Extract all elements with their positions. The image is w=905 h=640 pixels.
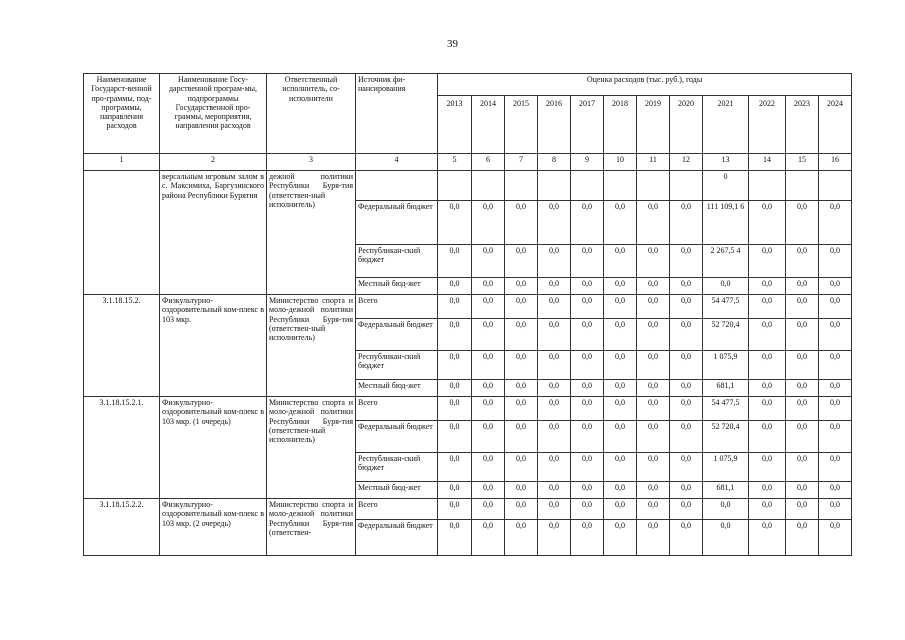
- item-code: 3.1.18.15.2.1.: [84, 397, 160, 499]
- funding-source: Всего: [356, 295, 438, 319]
- value-cell-2013: 0,0: [438, 278, 472, 295]
- value-cell-2016: 0,0: [538, 351, 571, 380]
- value-cell-2015: 0,0: [505, 351, 538, 380]
- year-header-2024: 2024: [819, 96, 852, 154]
- column-number-13: 13: [703, 154, 749, 171]
- value-cell-2016: 0,0: [538, 421, 571, 453]
- value-cell-2013: [438, 171, 472, 201]
- value-cell-2015: 0,0: [505, 520, 538, 556]
- year-header-2016: 2016: [538, 96, 571, 154]
- value-cell-2018: 0,0: [604, 397, 637, 421]
- value-cell-2017: 0,0: [571, 295, 604, 319]
- value-cell-2018: 0,0: [604, 201, 637, 245]
- value-cell-2013: 0,0: [438, 520, 472, 556]
- value-cell-2017: 0,0: [571, 499, 604, 520]
- page-number: 39: [447, 38, 458, 50]
- value-cell-2017: 0,0: [571, 397, 604, 421]
- value-cell-2019: [637, 171, 670, 201]
- value-cell-2020: 0,0: [670, 351, 703, 380]
- value-cell-2016: 0,0: [538, 520, 571, 556]
- value-cell-2020: 0,0: [670, 295, 703, 319]
- item-executor: дежной политики Республики Буря-тия (ответствен-ный исполнитель): [267, 171, 356, 295]
- header-row-1: [84, 74, 852, 96]
- value-cell-2019: 0,0: [637, 201, 670, 245]
- value-cell-2021: 681,1: [703, 482, 749, 499]
- column-number-2: 2: [160, 154, 267, 171]
- value-cell-2020: 0,0: [670, 245, 703, 278]
- value-cell-2021: 0,0: [703, 499, 749, 520]
- value-cell-2021: 0: [703, 171, 749, 201]
- value-cell-2019: 0,0: [637, 421, 670, 453]
- value-cell-2013: 0,0: [438, 397, 472, 421]
- value-cell-2016: 0,0: [538, 482, 571, 499]
- value-cell-2023: 0,0: [786, 482, 819, 499]
- column-number-15: 15: [786, 154, 819, 171]
- value-cell-2021: 0,0: [703, 278, 749, 295]
- value-cell-2014: 0,0: [472, 295, 505, 319]
- value-cell-2021: 111 109,1 6: [703, 201, 749, 245]
- value-cell-2013: 0,0: [438, 499, 472, 520]
- value-cell-2016: [538, 171, 571, 201]
- value-cell-2016: 0,0: [538, 453, 571, 482]
- funding-source: Федеральный бюджет: [356, 421, 438, 453]
- year-header-2015: 2015: [505, 96, 538, 154]
- funding-source: Местный бюд-жет: [356, 380, 438, 397]
- value-cell-2015: 0,0: [505, 482, 538, 499]
- value-cell-2020: 0,0: [670, 201, 703, 245]
- value-cell-2023: 0,0: [786, 421, 819, 453]
- value-cell-2013: 0,0: [438, 319, 472, 351]
- value-cell-2014: 0,0: [472, 319, 505, 351]
- value-cell-2018: 0,0: [604, 520, 637, 556]
- value-cell-2015: 0,0: [505, 421, 538, 453]
- value-cell-2021: 681,1: [703, 380, 749, 397]
- funding-source: Федеральный бюджет: [356, 201, 438, 245]
- value-cell-2024: 0,0: [819, 295, 852, 319]
- value-cell-2019: 0,0: [637, 499, 670, 520]
- value-cell-2024: 0,0: [819, 453, 852, 482]
- value-cell-2016: 0,0: [538, 278, 571, 295]
- value-cell-2024: 0,0: [819, 482, 852, 499]
- year-header-2020: 2020: [670, 96, 703, 154]
- table-row: [84, 171, 852, 201]
- value-cell-2024: 0,0: [819, 201, 852, 245]
- value-cell-2024: 0,0: [819, 278, 852, 295]
- value-cell-2020: 0,0: [670, 380, 703, 397]
- value-cell-2018: [604, 171, 637, 201]
- year-header-2023: 2023: [786, 96, 819, 154]
- column-number-1: 1: [84, 154, 160, 171]
- item-executor: Министерство спорта и моло-дежной политики Республики Буря-тия (ответствен-: [267, 499, 356, 556]
- item-code: 3.1.18.15.2.: [84, 295, 160, 397]
- year-header-2019: 2019: [637, 96, 670, 154]
- value-cell-2017: 0,0: [571, 245, 604, 278]
- value-cell-2023: 0,0: [786, 380, 819, 397]
- value-cell-2018: 0,0: [604, 319, 637, 351]
- value-cell-2022: 0,0: [749, 421, 786, 453]
- column-number-7: 7: [505, 154, 538, 171]
- value-cell-2022: 0,0: [749, 482, 786, 499]
- column-number-12: 12: [670, 154, 703, 171]
- value-cell-2018: 0,0: [604, 295, 637, 319]
- value-cell-2022: [749, 171, 786, 201]
- value-cell-2024: 0,0: [819, 380, 852, 397]
- value-cell-2018: 0,0: [604, 245, 637, 278]
- value-cell-2014: 0,0: [472, 201, 505, 245]
- value-cell-2014: 0,0: [472, 520, 505, 556]
- column-number-4: 4: [356, 154, 438, 171]
- value-cell-2020: 0,0: [670, 453, 703, 482]
- table-row: [84, 397, 852, 421]
- header-col3: Ответственный исполнитель, со-исполнители: [267, 74, 356, 154]
- value-cell-2017: [571, 171, 604, 201]
- value-cell-2016: 0,0: [538, 319, 571, 351]
- value-cell-2014: 0,0: [472, 453, 505, 482]
- value-cell-2015: 0,0: [505, 380, 538, 397]
- value-cell-2024: [819, 171, 852, 201]
- funding-source: [356, 171, 438, 201]
- value-cell-2018: 0,0: [604, 499, 637, 520]
- value-cell-2024: 0,0: [819, 421, 852, 453]
- value-cell-2013: 0,0: [438, 245, 472, 278]
- value-cell-2022: 0,0: [749, 278, 786, 295]
- value-cell-2023: 0,0: [786, 499, 819, 520]
- value-cell-2020: 0,0: [670, 499, 703, 520]
- value-cell-2022: 0,0: [749, 520, 786, 556]
- header-col4: Источник фи-нансирования: [356, 74, 438, 154]
- value-cell-2015: [505, 171, 538, 201]
- column-number-16: 16: [819, 154, 852, 171]
- value-cell-2015: 0,0: [505, 295, 538, 319]
- value-cell-2014: 0,0: [472, 278, 505, 295]
- value-cell-2015: 0,0: [505, 499, 538, 520]
- value-cell-2023: 0,0: [786, 520, 819, 556]
- value-cell-2013: 0,0: [438, 351, 472, 380]
- value-cell-2018: 0,0: [604, 351, 637, 380]
- value-cell-2020: 0,0: [670, 319, 703, 351]
- value-cell-2017: 0,0: [571, 453, 604, 482]
- value-cell-2024: 0,0: [819, 319, 852, 351]
- value-cell-2017: 0,0: [571, 482, 604, 499]
- value-cell-2017: 0,0: [571, 351, 604, 380]
- header-col2: Наименование Госу-дарственной програм-мы, подпрограммы Государственной про-граммы, мероприятия, направления расходов: [160, 74, 267, 154]
- column-number-5: 5: [438, 154, 472, 171]
- value-cell-2021: 1 075,9: [703, 351, 749, 380]
- value-cell-2016: 0,0: [538, 397, 571, 421]
- value-cell-2021: 54 477,5: [703, 397, 749, 421]
- value-cell-2024: 0,0: [819, 520, 852, 556]
- value-cell-2019: 0,0: [637, 319, 670, 351]
- value-cell-2016: 0,0: [538, 245, 571, 278]
- value-cell-2014: 0,0: [472, 421, 505, 453]
- value-cell-2016: 0,0: [538, 380, 571, 397]
- funding-source: Всего: [356, 499, 438, 520]
- value-cell-2022: 0,0: [749, 319, 786, 351]
- value-cell-2022: 0,0: [749, 499, 786, 520]
- value-cell-2019: 0,0: [637, 397, 670, 421]
- value-cell-2016: 0,0: [538, 295, 571, 319]
- column-number-14: 14: [749, 154, 786, 171]
- value-cell-2013: 0,0: [438, 380, 472, 397]
- value-cell-2015: 0,0: [505, 453, 538, 482]
- value-cell-2018: 0,0: [604, 482, 637, 499]
- value-cell-2014: 0,0: [472, 380, 505, 397]
- value-cell-2019: 0,0: [637, 351, 670, 380]
- value-cell-2022: 0,0: [749, 295, 786, 319]
- item-code: 3.1.18.15.2.2.: [84, 499, 160, 556]
- value-cell-2024: 0,0: [819, 499, 852, 520]
- value-cell-2020: 0,0: [670, 520, 703, 556]
- table-row: [84, 295, 852, 319]
- value-cell-2015: 0,0: [505, 201, 538, 245]
- value-cell-2014: 0,0: [472, 245, 505, 278]
- value-cell-2020: 0,0: [670, 421, 703, 453]
- value-cell-2022: 0,0: [749, 380, 786, 397]
- value-cell-2020: 0,0: [670, 278, 703, 295]
- column-number-3: 3: [267, 154, 356, 171]
- value-cell-2023: 0,0: [786, 351, 819, 380]
- value-cell-2023: 0,0: [786, 319, 819, 351]
- funding-source: Республикан-ский бюджет: [356, 245, 438, 278]
- header-estimate: Оценка расходов (тыс. руб.), годы: [438, 74, 852, 96]
- value-cell-2019: 0,0: [637, 482, 670, 499]
- item-name: Физкультурно-оздоровительный ком-плекс в 103 мкр. (1 очередь): [160, 397, 267, 499]
- column-number-11: 11: [637, 154, 670, 171]
- value-cell-2016: 0,0: [538, 499, 571, 520]
- item-code: [84, 171, 160, 295]
- funding-source: Республикан-ский бюджет: [356, 351, 438, 380]
- value-cell-2018: 0,0: [604, 380, 637, 397]
- value-cell-2016: 0,0: [538, 201, 571, 245]
- funding-source: Федеральный бюджет: [356, 319, 438, 351]
- value-cell-2019: 0,0: [637, 380, 670, 397]
- value-cell-2024: 0,0: [819, 397, 852, 421]
- value-cell-2024: 0,0: [819, 245, 852, 278]
- value-cell-2023: 0,0: [786, 397, 819, 421]
- value-cell-2014: 0,0: [472, 499, 505, 520]
- item-executor: Министерство спорта и моло-дежной политики Республики Буря-тия (ответствен-ный исполнитель): [267, 295, 356, 397]
- value-cell-2024: 0,0: [819, 351, 852, 380]
- header-col1: Наименование Государст-венной про-граммы, под-программы, направления расходов: [84, 74, 160, 154]
- column-number-6: 6: [472, 154, 505, 171]
- value-cell-2022: 0,0: [749, 453, 786, 482]
- value-cell-2017: 0,0: [571, 421, 604, 453]
- value-cell-2013: 0,0: [438, 482, 472, 499]
- value-cell-2022: 0,0: [749, 245, 786, 278]
- value-cell-2018: 0,0: [604, 453, 637, 482]
- item-name: версальным игровым залом в с. Максимиха, Баргузинского района Республики Бурятия: [160, 171, 267, 295]
- value-cell-2017: 0,0: [571, 520, 604, 556]
- year-header-2013: 2013: [438, 96, 472, 154]
- value-cell-2022: 0,0: [749, 397, 786, 421]
- value-cell-2023: 0,0: [786, 453, 819, 482]
- value-cell-2018: 0,0: [604, 278, 637, 295]
- value-cell-2023: 0,0: [786, 295, 819, 319]
- item-name: Физкультурно-оздоровительный ком-плекс в 103 мкр.: [160, 295, 267, 397]
- value-cell-2020: 0,0: [670, 482, 703, 499]
- value-cell-2017: 0,0: [571, 380, 604, 397]
- value-cell-2013: 0,0: [438, 453, 472, 482]
- column-number-10: 10: [604, 154, 637, 171]
- value-cell-2015: 0,0: [505, 319, 538, 351]
- value-cell-2017: 0,0: [571, 201, 604, 245]
- value-cell-2022: 0,0: [749, 201, 786, 245]
- value-cell-2013: 0,0: [438, 201, 472, 245]
- funding-source: Местный бюд-жет: [356, 278, 438, 295]
- value-cell-2019: 0,0: [637, 520, 670, 556]
- value-cell-2023: [786, 171, 819, 201]
- value-cell-2017: 0,0: [571, 319, 604, 351]
- value-cell-2021: 1 075,9: [703, 453, 749, 482]
- year-header-2017: 2017: [571, 96, 604, 154]
- value-cell-2019: 0,0: [637, 278, 670, 295]
- value-cell-2023: 0,0: [786, 278, 819, 295]
- year-header-2018: 2018: [604, 96, 637, 154]
- value-cell-2022: 0,0: [749, 351, 786, 380]
- value-cell-2018: 0,0: [604, 421, 637, 453]
- column-number-8: 8: [538, 154, 571, 171]
- budget-table: [83, 73, 852, 556]
- value-cell-2023: 0,0: [786, 201, 819, 245]
- value-cell-2021: 52 720,4: [703, 421, 749, 453]
- value-cell-2013: 0,0: [438, 421, 472, 453]
- value-cell-2021: 0,0: [703, 520, 749, 556]
- value-cell-2021: 2 267,5 4: [703, 245, 749, 278]
- item-name: Физкультурно-оздоровительный ком-плекс в 103 мкр. (2 очередь): [160, 499, 267, 556]
- funding-source: Всего: [356, 397, 438, 421]
- value-cell-2021: 52 720,4: [703, 319, 749, 351]
- value-cell-2015: 0,0: [505, 397, 538, 421]
- value-cell-2021: 54 477,5: [703, 295, 749, 319]
- column-number-9: 9: [571, 154, 604, 171]
- funding-source: Федеральный бюджет: [356, 520, 438, 556]
- item-executor: Министерство спорта и моло-дежной политики Республики Буря-тия (ответствен-ный исполнитель): [267, 397, 356, 499]
- value-cell-2014: [472, 171, 505, 201]
- value-cell-2019: 0,0: [637, 295, 670, 319]
- value-cell-2020: 0,0: [670, 397, 703, 421]
- value-cell-2014: 0,0: [472, 351, 505, 380]
- value-cell-2015: 0,0: [505, 245, 538, 278]
- table-row: [84, 499, 852, 520]
- value-cell-2019: 0,0: [637, 453, 670, 482]
- value-cell-2014: 0,0: [472, 482, 505, 499]
- year-header-2021: 2021: [703, 96, 749, 154]
- column-numbers-row: [84, 154, 852, 171]
- value-cell-2015: 0,0: [505, 278, 538, 295]
- value-cell-2017: 0,0: [571, 278, 604, 295]
- funding-source: Республикан-ский бюджет: [356, 453, 438, 482]
- value-cell-2020: [670, 171, 703, 201]
- year-header-2014: 2014: [472, 96, 505, 154]
- value-cell-2013: 0,0: [438, 295, 472, 319]
- value-cell-2023: 0,0: [786, 245, 819, 278]
- funding-source: Местный бюд-жет: [356, 482, 438, 499]
- value-cell-2019: 0,0: [637, 245, 670, 278]
- year-header-2022: 2022: [749, 96, 786, 154]
- value-cell-2014: 0,0: [472, 397, 505, 421]
